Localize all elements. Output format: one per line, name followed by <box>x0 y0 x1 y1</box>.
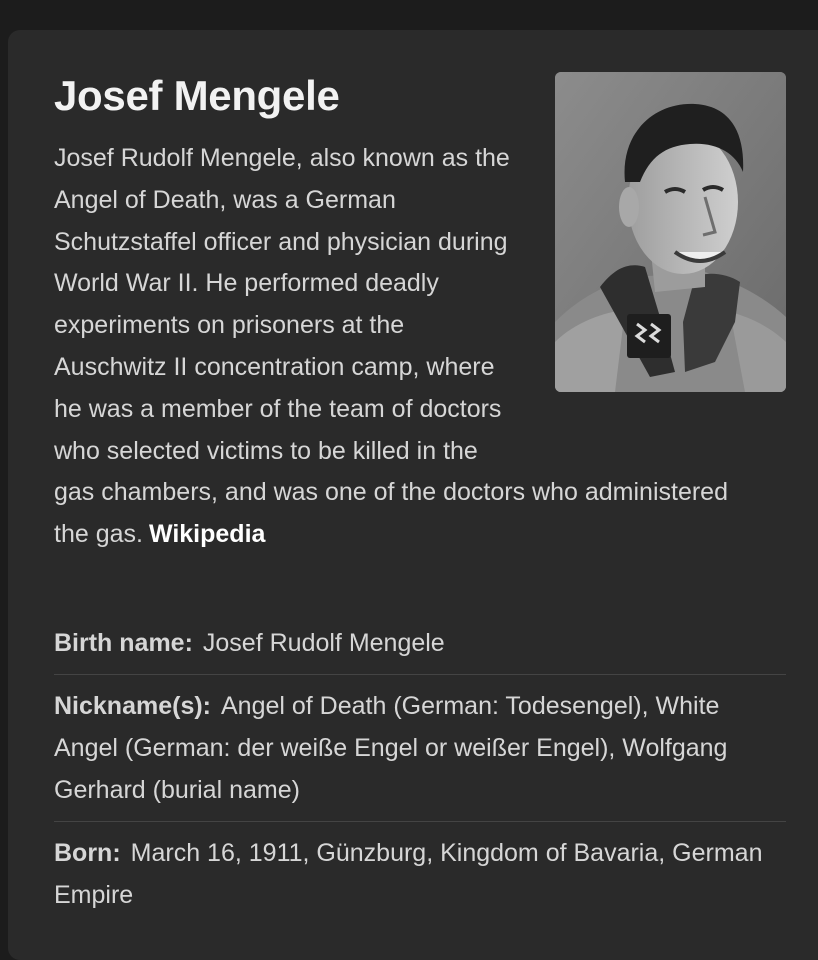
fact-label: Nickname(s): <box>54 692 211 720</box>
fact-row-birth-name <box>54 620 786 675</box>
fact-label: Birth name: <box>54 629 193 657</box>
fact-value: Angel of Death (German: Todesengel), White Angel (German: der weiße Engel or weißer Engel), Wolfgang Gerhard (burial name) <box>54 692 728 804</box>
wikipedia-link[interactable]: Wikipedia <box>148 520 266 549</box>
description-text: Josef Rudolf Mengele, also known as the Angel of Death, was a German Schutzstaffel officer and physician during World War II. He performed deadly experiments on prisoners at the Auschwitz II concentration camp, where he was a member of the team of doctors who selected victims to be killed in the gas chambers, and was one of the doctors who administered the gas. <box>54 144 728 549</box>
knowledge-panel-card <box>8 30 818 960</box>
photo-float-spacer <box>514 138 764 468</box>
fact-row-nicknames <box>54 675 786 822</box>
fact-value: March 16, 1911, Günzburg, Kingdom of Bavaria, German Empire <box>54 839 763 909</box>
entity-title: Josef Mengele <box>54 72 340 119</box>
fact-value: Josef Rudolf Mengele <box>202 629 445 657</box>
fact-label: Born: <box>54 839 121 867</box>
fact-row-born <box>54 822 786 926</box>
entity-description <box>54 138 764 556</box>
facts-list <box>54 620 786 926</box>
